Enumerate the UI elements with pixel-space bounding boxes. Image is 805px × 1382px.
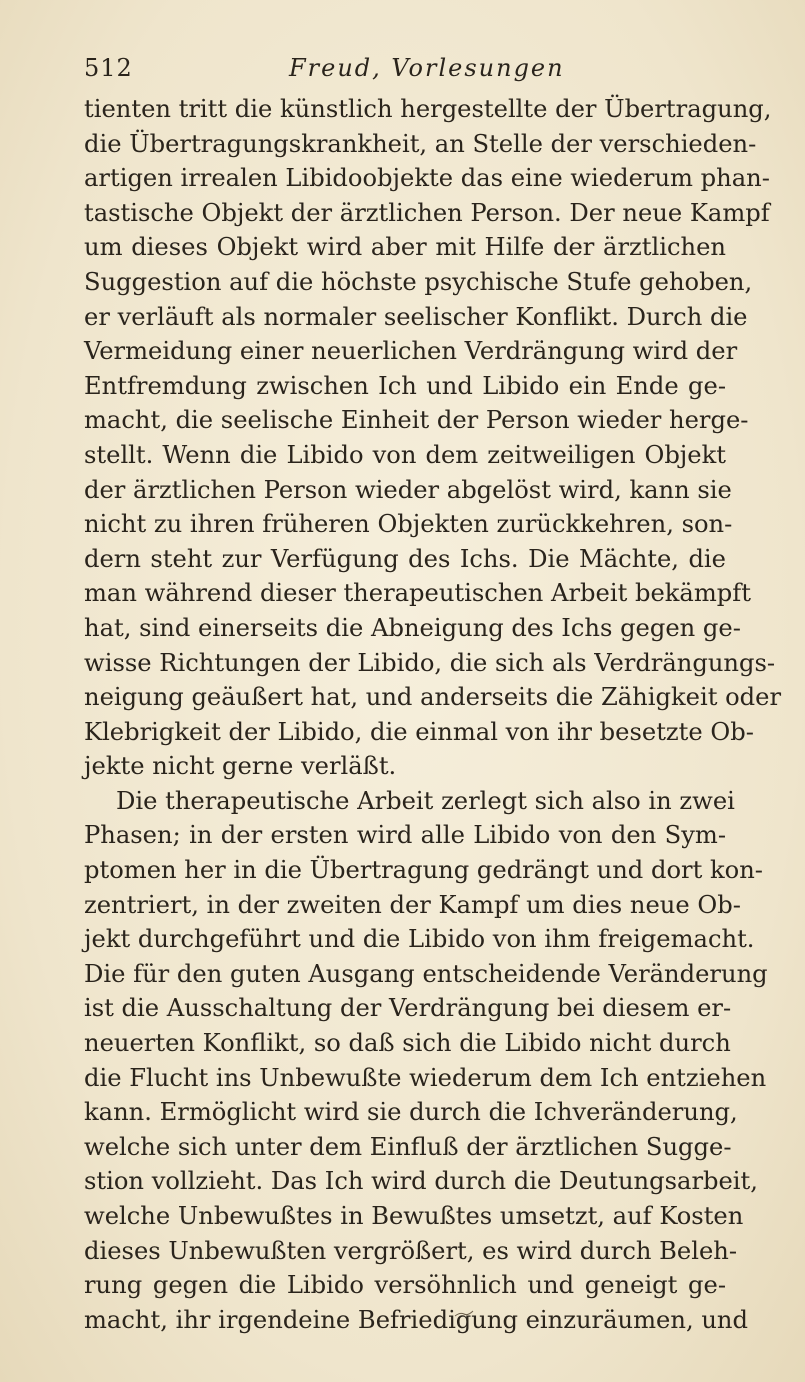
text-line: hat, sind einerseits die Abneigung des Ichs gegen ge- — [84, 613, 741, 642]
ink-speck-icon — [454, 1310, 474, 1318]
text-line: jekt durchgeführt und die Libido von ihm freigemacht. — [84, 925, 755, 954]
text-line: zentriert, in der zweiten der Kampf um dies neue Ob- — [84, 890, 741, 919]
text-line: neigung geäußert hat, und anderseits die Zähigkeit oder — [84, 683, 782, 712]
text-line: Die für den guten Ausgang entscheidende Veränderung — [84, 959, 768, 988]
text-line: macht, ihr irgendeine Befriedigung einzuräumen, und — [84, 1305, 748, 1334]
text-line: die Flucht ins Unbewußte wiederum dem Ich entziehen — [84, 1063, 767, 1092]
text-line: kann. Ermöglicht wird sie durch die Ichveränderung, — [84, 1098, 738, 1127]
text-line: artigen irrealen Libidoobjekte das eine wiederum phan- — [84, 164, 770, 193]
text-line: um dieses Objekt wird aber mit Hilfe der ärztlichen — [84, 233, 726, 262]
text-line: dieses Unbewußten vergrößert, es wird durch Beleh- — [84, 1236, 738, 1265]
page-header — [84, 54, 724, 94]
text-line: der ärztlichen Person wieder abgelöst wird, kann sie — [84, 475, 732, 504]
text-line: tienten tritt die künstlich hergestellte der Übertragung, — [84, 95, 772, 123]
text-line: neuerten Konflikt, so daß sich die Libido nicht durch — [84, 1029, 731, 1058]
text-line: er verläuft als normaler seelischer Konflikt. Durch die — [84, 302, 748, 331]
body-text — [84, 92, 782, 1337]
running-head: Freud, Vorlesungen — [289, 54, 565, 82]
text-line: man während dieser therapeutischen Arbeit bekämpft — [84, 579, 751, 608]
paragraph-last-line: jekte nicht gerne verläßt. — [84, 752, 397, 781]
text-line: Klebrigkeit der Libido, die einmal von ihr besetzte Ob- — [84, 717, 754, 746]
text-line: tastische Objekt der ärztlichen Person. Der neue Kampf — [84, 198, 770, 227]
page-number: 512 — [84, 54, 133, 82]
text-line: dern steht zur Verfügung des Ichs. Die Mächte, die — [84, 544, 726, 573]
text-line: welche sich unter dem Einfluß der ärztlichen Sugge- — [84, 1132, 732, 1161]
text-line: Vermeidung einer neuerlichen Verdrängung wird der — [84, 337, 738, 366]
text-line: Entfremdung zwischen Ich und Libido ein Ende ge- — [84, 371, 726, 400]
text-line: Suggestion auf die höchste psychische Stufe gehoben, — [84, 267, 753, 296]
text-line: wisse Richtungen der Libido, die sich als Verdrängungs- — [84, 648, 776, 677]
text-line: stion vollzieht. Das Ich wird durch die Deutungsarbeit, — [84, 1167, 758, 1196]
text-line: ist die Ausschaltung der Verdrängung bei diesem er- — [84, 994, 732, 1023]
text-line: rung gegen die Libido versöhnlich und geneigt ge- — [84, 1271, 726, 1300]
text-line: stellt. Wenn die Libido von dem zeitweiligen Objekt — [84, 440, 726, 469]
text-line: ptomen her in die Übertragung gedrängt und dort kon- — [84, 856, 763, 885]
text-line: macht, die seelische Einheit der Person wieder herge- — [84, 406, 749, 435]
text-line: die Übertragungskrankheit, an Stelle der verschieden- — [84, 129, 757, 158]
paragraph-first-line: Die therapeutische Arbeit zerlegt sich also in zwei — [116, 786, 735, 815]
text-line: nicht zu ihren früheren Objekten zurückkehren, son- — [84, 510, 733, 539]
text-line: Phasen; in der ersten wird alle Libido von den Sym- — [84, 821, 726, 850]
text-line: welche Unbewußtes in Bewußtes umsetzt, auf Kosten — [84, 1202, 744, 1230]
